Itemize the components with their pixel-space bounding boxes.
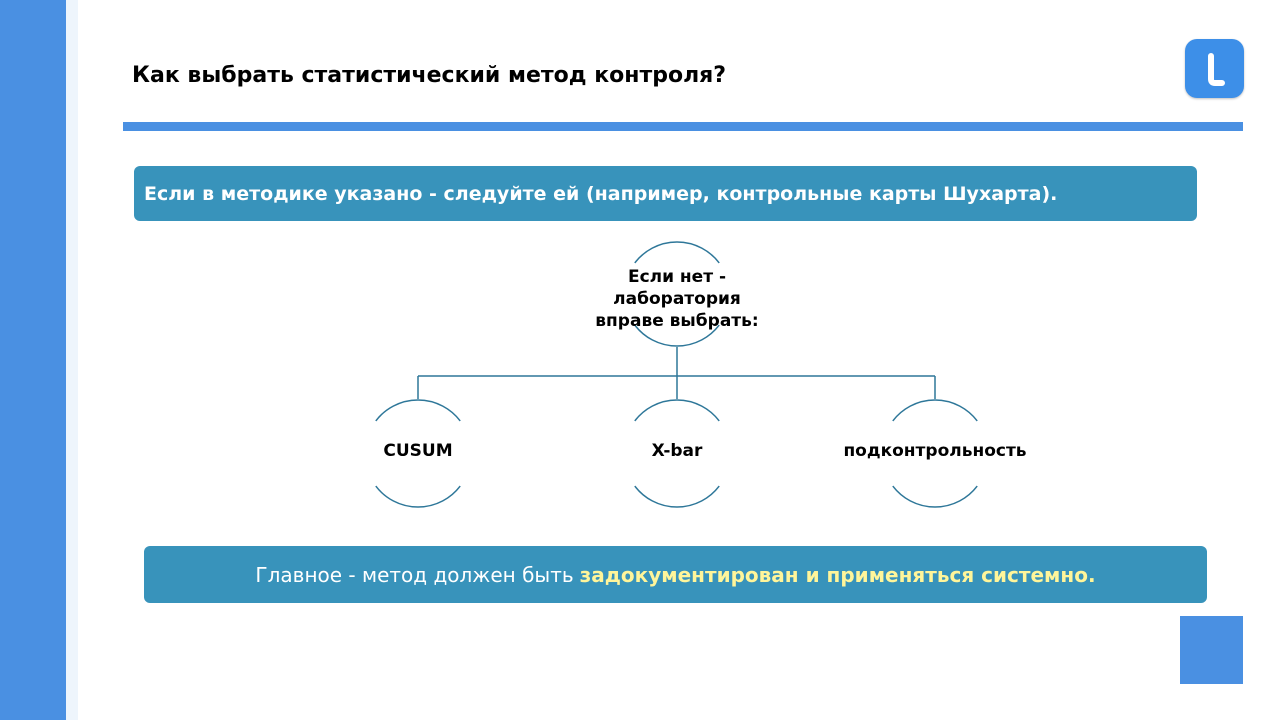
xbar-node-top-arc: [635, 400, 719, 421]
xbar-node-label: X-bar: [651, 441, 703, 461]
slide-title: Как выбрать статистический метод контроля?: [132, 63, 727, 88]
summary-text: Главное - метод должен быть: [255, 562, 574, 587]
undercontrol-node-bottom-arc: [893, 486, 977, 507]
undercontrol-node-label: подконтрольность: [843, 441, 1027, 461]
summary-banner: [144, 546, 1207, 603]
root-node-top-arc: [635, 242, 719, 263]
xbar-node-bottom-arc: [635, 486, 719, 507]
method-instruction-text: Если в методике указано - следуйте ей (например, контрольные карты Шухарта).: [144, 182, 1058, 205]
root-node-line-3: вправе выбрать:: [595, 311, 759, 331]
cusum-node-label: CUSUM: [383, 441, 453, 461]
summary-highlight: задокументирован и применяться системно.: [579, 562, 1096, 587]
root-node-line-2: лаборатория: [613, 289, 741, 309]
undercontrol-node-top-arc: [893, 400, 977, 421]
cusum-node-top-arc: [376, 400, 460, 421]
root-node-line-1: Если нет -: [627, 267, 727, 287]
decorative-corner-square: [1180, 616, 1243, 684]
root-node-label: [595, 266, 758, 332]
cusum-node-bottom-arc: [376, 486, 460, 507]
